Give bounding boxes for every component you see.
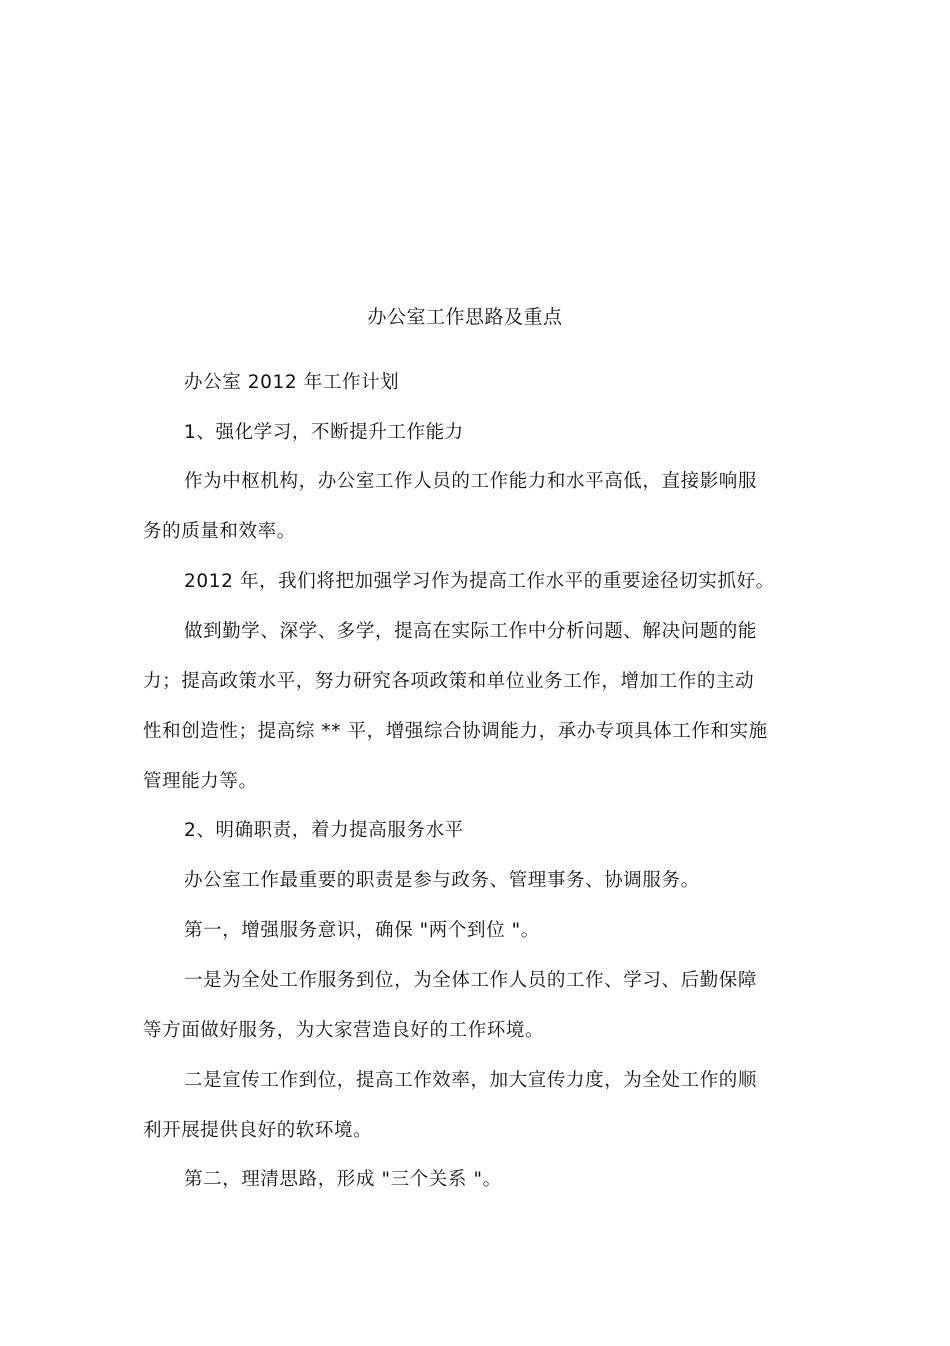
paragraph-line: 第二，理清思路，形成 "三个关系 "。 (184, 1169, 502, 1190)
paragraph-line: 力；提高政策水平，努力研究各项政策和单位业务工作，增加工作的主动 (143, 671, 755, 692)
paragraph-line: 二是宣传工作到位，提高工作效率，加大宣传力度，为全处工作的顺 (184, 1070, 758, 1091)
paragraph-line: 务的质量和效率。 (143, 521, 296, 542)
section-heading-2: 2、明确职责，着力提高服务水平 (184, 820, 464, 841)
paragraph-line: 等方面做好服务，为大家营造良好的工作环境。 (143, 1020, 545, 1041)
paragraph-line: 作为中枢机构，办公室工作人员的工作能力和水平高低，直接影响服 (184, 471, 758, 492)
paragraph-line: 利开展提供良好的软环境。 (143, 1120, 373, 1141)
paragraph-line: 性和创造性；提高综 ** 平，增强综合协调能力，承办专项具体工作和实施 (143, 721, 768, 742)
document-title: 办公室工作思路及重点 (367, 306, 563, 328)
paragraph-line: 办公室工作最重要的职责是参与政务、管理事务、协调服务。 (184, 870, 700, 891)
section-heading-plan: 办公室 2012 年工作计划 (184, 372, 400, 393)
section-heading-1: 1、强化学习，不断提升工作能力 (184, 422, 464, 443)
paragraph-line: 2012 年，我们将把加强学习作为提高工作水平的重要途径切实抓好。 (184, 571, 775, 592)
paragraph-line: 第一，增强服务意识，确保 "两个到位 "。 (184, 920, 540, 941)
paragraph-line: 做到勤学、深学、多学，提高在实际工作中分析问题、解决问题的能 (184, 621, 758, 642)
paragraph-line: 一是为全处工作服务到位，为全体工作人员的工作、学习、后勤保障 (184, 970, 758, 991)
paragraph-line: 管理能力等。 (143, 771, 258, 792)
